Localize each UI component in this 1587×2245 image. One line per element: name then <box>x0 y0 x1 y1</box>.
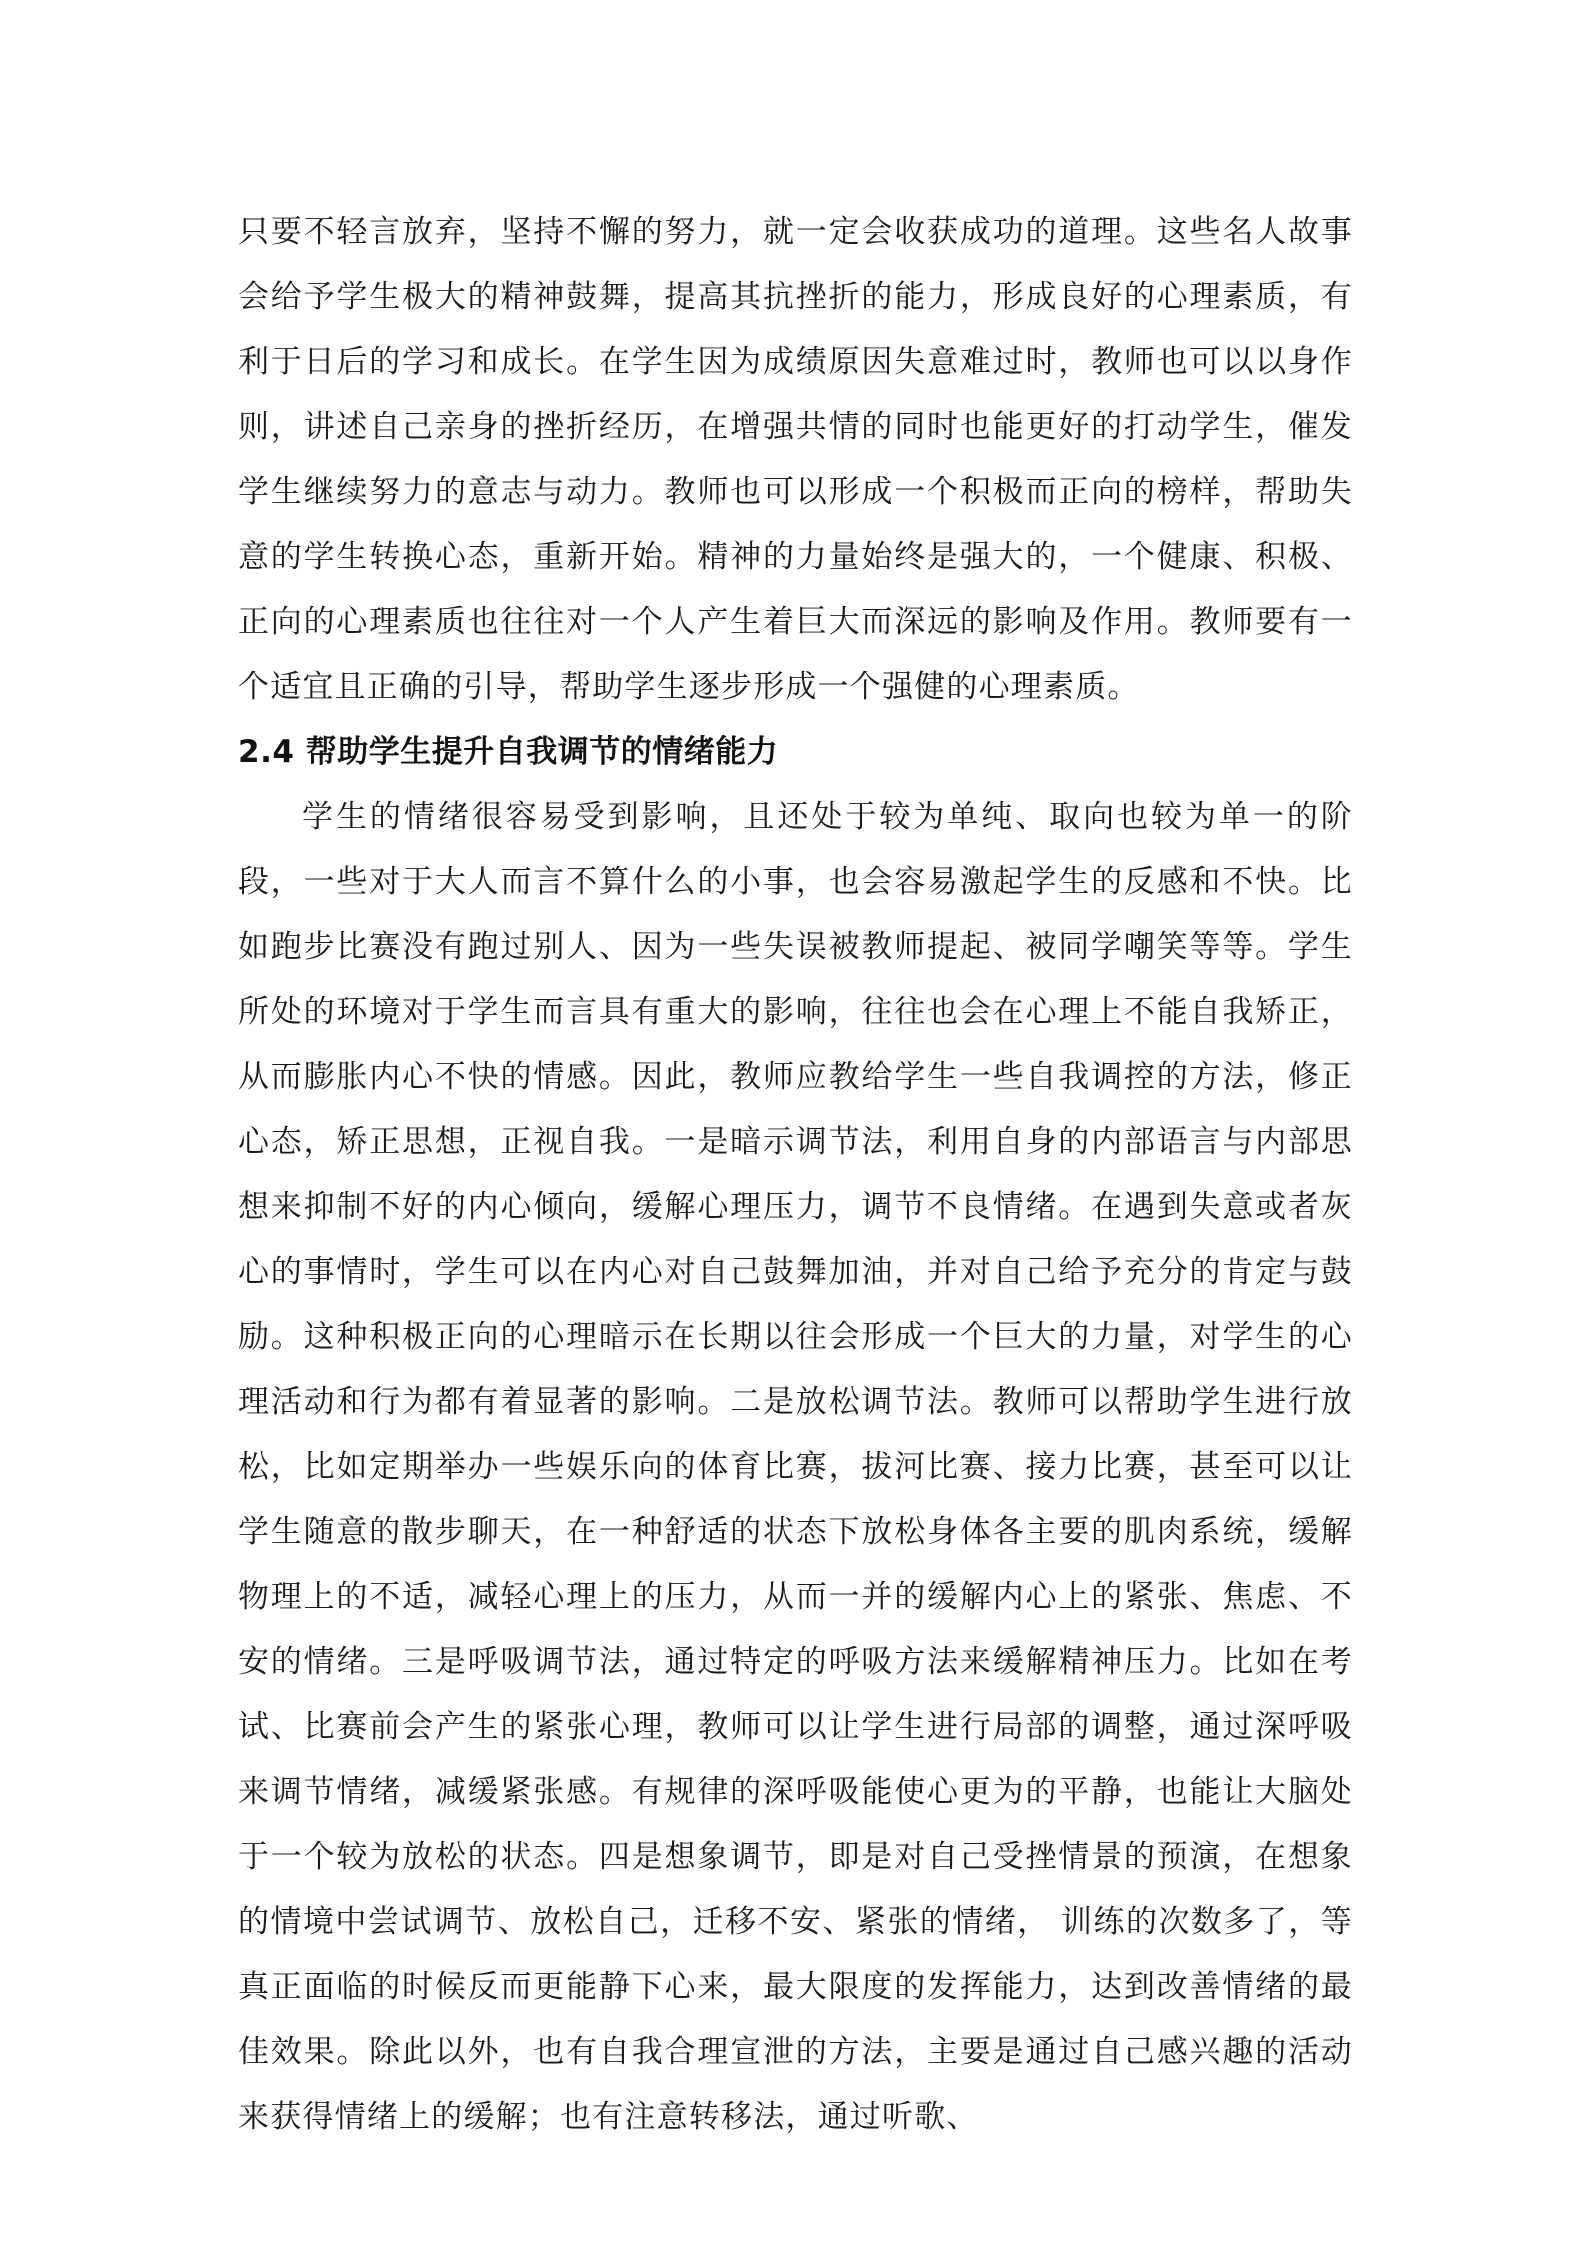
body-text <box>238 200 1353 2150</box>
paragraph-emotion-regulation: 学生的情绪很容易受到影响，且还处于较为单纯、取向也较为单一的阶段，一些对于大人而言不算什么的小事，也会容易激起学生的反感和不快。比如跑步比赛没有跑过别人、因为一些失误被教师提起、被同学嘲笑等等。学生所处的环境对于学生而言具有重大的影响，往往也会在心理上不能自我矫正，从而膨胀内心不快的情感。因此，教师应教给学生一些自我调控的方法，修正心态，矫正思想，正视自我。一是暗示调节法，利用自身的内部语言与内部思想来抑制不好的内心倾向，缓解心理压力，调节不良情绪。在遇到失意或者灰心的事情时，学生可以在内心对自己鼓舞加油，并对自己给予充分的肯定与鼓励。这种积极正向的心理暗示在长期以往会形成一个巨大的力量，对学生的心理活动和行为都有着显著的影响。二是放松调节法。教师可以帮助学生进行放松，比如定期举办一些娱乐向的体育比赛，拔河比赛、接力比赛，甚至可以让学生随意的散步聊天，在一种舒适的状态下放松身体各主要的肌肉系统，缓解物理上的不适，减轻心理上的压力，从而一并的缓解内心上的紧张、焦虑、不安的情绪。三是呼吸调节法，通过特定的呼吸方法来缓解精神压力。比如在考试、比赛前会产生的紧张心理，教师可以让学生进行局部的调整，通过深呼吸来调节情绪，减缓紧张感。有规律的深呼吸能使心更为的平静，也能让大脑处于一个较为放松的状态。四是想象调节，即是对自己受挫情景的预演，在想象的情境中尝试调节、放松自己，迁移不安、紧张的情绪， 训练的次数多了，等真正面临的时候反而更能静下心来，最大限度的发挥能力，达到改善情绪的最佳效果。除此以外，也有自我合理宣泄的方法，主要是通过自己感兴趣的活动来获得情绪上的缓解；也有注意转移法，通过听歌、 <box>238 799 1353 2135</box>
paragraph-continued: 只要不轻言放弃，坚持不懈的努力，就一定会收获成功的道理。这些名人故事会给予学生极大的精神鼓舞，提高其抗挫折的能力，形成良好的心理素质，有利于日后的学习和成长。在学生因为成绩原因失意难过时，教师也可以以身作则，讲述自己亲身的挫折经历，在增强共情的同时也能更好的打动学生，催发学生继续努力的意志与动力。教师也可以形成一个积极而正向的榜样，帮助失意的学生转换心态，重新开始。精神的力量始终是强大的，一个健康、积极、正向的心理素质也往往对一个人产生着巨大而深远的影响及作用。教师要有一个适宜且正确的引导，帮助学生逐步形成一个强健的心理素质。 <box>238 214 1353 705</box>
section-heading: 2.4 帮助学生提升自我调节的情绪能力 <box>238 734 779 770</box>
